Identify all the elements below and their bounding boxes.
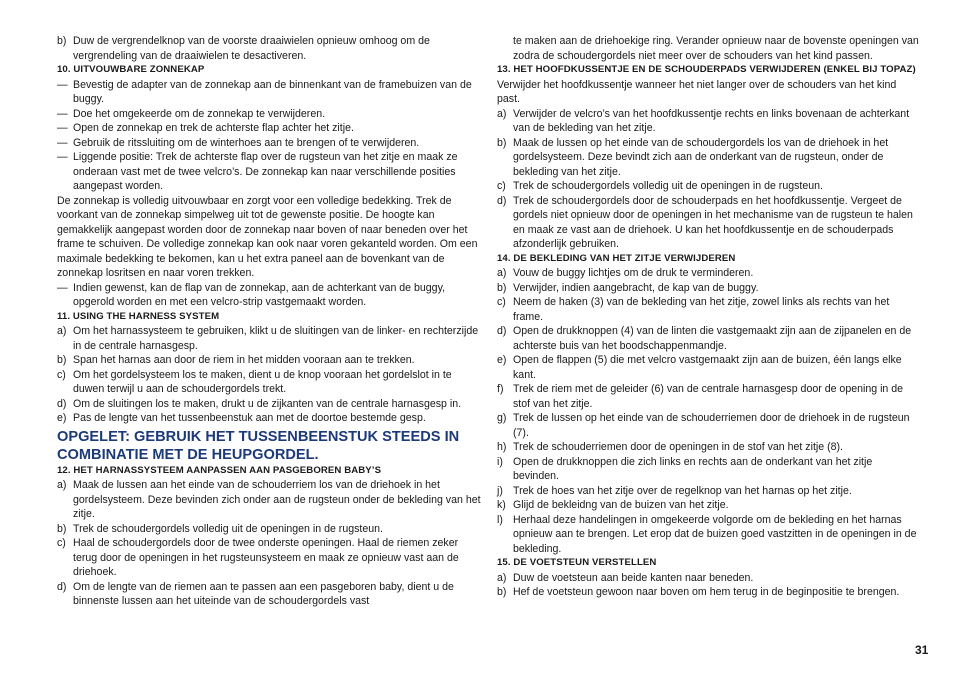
left-column	[57, 34, 481, 609]
list-item	[497, 440, 920, 455]
list-item	[497, 585, 920, 600]
list-marker: d)	[497, 325, 507, 337]
list-marker: —	[57, 78, 68, 91]
list-item-text: Span het harnas aan door de riem in het midden vooraan aan te trekken.	[73, 354, 415, 366]
list-item-text: Liggende positie: Trek de achterste flap over de rugsteun van het zitje en maak ze onderaan vast met de twee velcro’s. De zonnekap kan naar verschillende posities aangepast worden.	[73, 151, 458, 192]
list-marker: l)	[497, 513, 503, 526]
list-item-text: Hef de voetsteun gewoon naar boven om hem terug in de beginpositie te brengen.	[513, 586, 900, 598]
list-marker: b)	[497, 136, 507, 149]
list-item-text: Gebruik de ritssluiting om de winterhoes aan te brengen of te verwijderen.	[73, 136, 420, 149]
list-item	[497, 34, 920, 63]
list-marker: h)	[497, 441, 507, 453]
list-item-text: Verwijder de velcro’s van het hoofdkussentje rechts en links bovenaan de achterkant van de bekleding van het zitje.	[513, 107, 910, 134]
list-marker: c)	[497, 296, 506, 308]
list-marker: b)	[57, 354, 67, 366]
list-item	[57, 353, 481, 368]
list-item	[57, 478, 481, 522]
list-marker: a)	[57, 479, 67, 491]
list-item-text: Duw de vergrendelknop van de voorste draaiwielen opnieuw omhoog om de vergrendeling van de draaiwielen te desactiveren.	[73, 35, 430, 62]
list-marker: b)	[497, 586, 507, 598]
list-item	[57, 281, 481, 310]
list-item	[497, 513, 920, 557]
list-marker: a)	[497, 571, 507, 584]
page-number: 31	[915, 643, 929, 657]
list-item-text: Trek de schoudergordels door de schouderpads en het hoofdkussentje. Vergeet de gordels niet opnieuw door de openingen in het mechanisme van de rugsteun te halen en maak ze vast aan de driehoek. U kan het hoofdkussentje en de schouderpads afzonderlijk gebruiken.	[513, 194, 913, 250]
list-marker: b)	[497, 281, 507, 294]
list-item	[57, 34, 481, 63]
list-item	[497, 571, 920, 586]
list-item	[497, 107, 920, 136]
list-item-text: Open de flappen (5) die met velcro vastgemaakt zijn aan de buizen, één langs elke kant.	[513, 354, 902, 381]
list-item-text: Bevestig de adapter van de zonnekap aan de binnenkant van de framebuizen van de buggy.	[73, 78, 472, 105]
list-marker: b)	[57, 35, 67, 47]
list-item-text: Om de lengte van de riemen aan te passen aan een pasgeboren baby, dient u de binnenste lussen aan het uiteinde van de schoudergordels vast	[73, 580, 454, 607]
warning-heading: OPGELET: GEBRUIK HET TUSSENBEENSTUK STEEDS IN COMBINATIE MET DE HEUPGORDEL.	[57, 428, 460, 463]
list-marker: f)	[497, 383, 504, 395]
list-item	[57, 411, 481, 426]
list-marker: d)	[57, 397, 67, 410]
list-item-text: Om de sluitingen los te maken, drukt u de zijkanten van de centrale harnasgesp in.	[73, 397, 462, 410]
list-marker: e)	[57, 412, 67, 424]
list-item-text: Vouw de buggy lichtjes om de druk te verminderen.	[513, 267, 754, 279]
list-item	[497, 136, 920, 180]
list-marker: c)	[57, 537, 66, 549]
list-marker: g)	[497, 412, 507, 424]
list-item	[57, 580, 481, 609]
list-item	[497, 353, 920, 382]
list-marker: —	[57, 151, 68, 163]
list-item	[497, 498, 920, 513]
list-item-text: Trek de riem met de geleider (6) van de centrale harnasgesp door de opening in de stof van het zitje.	[513, 383, 904, 410]
list-item-text: te maken aan de driehoekige ring. Verander opnieuw naar de bovenste openingen van zodra de schoudergordels niet meer over de schouders van het kind passen.	[513, 35, 919, 62]
list-item-text: Open de zonnekap en trek de achterste flap achter het zitje.	[73, 122, 354, 134]
right-column	[497, 34, 920, 600]
list-item-text: Trek de lussen op het einde van de schouderriemen door de driehoek in de rugsteun (7).	[513, 412, 910, 439]
paragraph: De zonnekap is volledig uitvouwbaar en zorgt voor een volledige bedekking. Trek de voorkant van de zonnekap simpelweg uit tot de gewenste positie. De hoogte kan gemakkelijk aangepast worden door de zonnekap naar boven of naar beneden over het frame te schuiven. De volledige zonnekap kan ook naar voren gekanteld worden. Om een maximale bedekking te bekomen, kan u het extra paneel aan de bovenkant van de zonnekap losritsen en naar voren trekken.	[57, 194, 478, 279]
list-marker: a)	[57, 325, 67, 337]
list-item-text: Haal de schoudergordels door de twee onderste openingen. Haal de riemen zeker terug door de openingen in het rugsteunsysteem en maak ze opnieuw vast aan de driehoek.	[73, 537, 459, 578]
paragraph: Verwijder het hoofdkussentje wanneer het niet langer over de schouders van het kind past.	[497, 78, 897, 105]
list-item	[57, 522, 481, 537]
list-item-text: Trek de hoes van het zitje over de regelknop van het harnas op het zitje.	[513, 484, 852, 497]
list-item-text: Doe het omgekeerde om de zonnekap te verwijderen.	[73, 107, 326, 120]
list-marker: c)	[497, 180, 506, 192]
list-marker: —	[57, 281, 68, 294]
list-item	[57, 368, 481, 397]
list-marker: e)	[497, 354, 507, 366]
list-marker: a)	[497, 107, 507, 120]
section-heading: 11. USING THE HARNESS SYSTEM	[57, 310, 220, 322]
list-item	[497, 266, 920, 281]
list-marker: i)	[497, 455, 503, 468]
list-item-text: Om het gordelsysteem los te maken, dient u de knop vooraan het gordelslot in te duwen terwijl u aan de schoudergordels trekt.	[73, 368, 452, 395]
list-item-text: Om het harnassysteem te gebruiken, klikt u de sluitingen van de linker- en rechterzijde in de centrale harnasgesp.	[73, 325, 479, 352]
list-item	[497, 295, 920, 324]
list-item	[497, 281, 920, 296]
list-item	[57, 536, 481, 580]
list-item	[57, 136, 481, 151]
list-marker: —	[57, 107, 68, 120]
list-item	[497, 411, 920, 440]
list-item-text: Duw de voetsteun aan beide kanten naar beneden.	[513, 571, 754, 584]
list-item-text: Pas de lengte van het tussenbeenstuk aan met de doortoe bestemde gesp.	[73, 412, 426, 424]
list-item	[57, 150, 481, 194]
list-item	[57, 397, 481, 412]
section-heading: 13. HET HOOFDKUSSENTJE EN DE SCHOUDERPADS VERWIJDEREN (ENKEL BIJ TOPAZ)	[497, 64, 916, 75]
list-item	[497, 382, 920, 411]
section-heading: 14. DE BEKLEDING VAN HET ZITJE VERWIJDEREN	[497, 252, 736, 264]
list-marker: b)	[57, 522, 67, 535]
list-item-text: Trek de schoudergordels volledig uit de openingen in de rugsteun.	[513, 180, 823, 192]
list-item-text: Indien gewenst, kan de flap van de zonnekap, aan de achterkant van de buggy, opgerold worden en met een velcro-strip vastgemaakt worden.	[73, 281, 446, 308]
list-item	[57, 107, 481, 122]
list-marker: j)	[497, 484, 503, 497]
list-marker: k)	[497, 499, 506, 511]
list-marker: d)	[497, 194, 507, 207]
list-item-text: Trek de schouderriemen door de openingen in de stof van het zitje (8).	[513, 441, 843, 453]
list-item	[497, 194, 920, 252]
list-item-text: Maak de lussen aan het einde van de schouderriem los van de driehoek in het gordelsysteem. Deze bevinden zich onder aan de rugsteun onder de bekleding van het zitje.	[73, 479, 481, 520]
list-marker: —	[57, 122, 68, 134]
list-item-text: Trek de schoudergordels volledig uit de openingen in de rugsteun.	[73, 522, 383, 535]
list-item-text: Herhaal deze handelingen in omgekeerde volgorde om de bekleding en het harnas opnieuw aan te brengen. Let erop dat de buizen goed vastzitten in de openingen in de bekleding.	[513, 513, 917, 555]
list-item-text: Neem de haken (3) van de bekleding van het zitje, zowel links als rechts van het frame.	[513, 296, 890, 323]
list-marker: —	[57, 136, 68, 149]
list-item-text: Glijd de bekleidng van de buizen van het zitje.	[513, 499, 729, 511]
list-item	[57, 324, 481, 353]
list-item-text: Verwijder, indien aangebracht, de kap van de buggy.	[513, 281, 759, 294]
list-item	[497, 179, 920, 194]
section-heading: 10. UITVOUWBARE ZONNEKAP	[57, 64, 205, 75]
list-item	[497, 484, 920, 499]
list-marker: c)	[57, 368, 66, 381]
list-item-text: Open de drukknoppen die zich links en rechts aan de onderkant van het zitje bevinden.	[513, 455, 873, 482]
list-item	[497, 324, 920, 353]
section-heading: 15. DE VOETSTEUN VERSTELLEN	[497, 557, 657, 568]
list-item	[57, 121, 481, 136]
list-item	[497, 455, 920, 484]
list-marker: d)	[57, 580, 67, 593]
list-item-text: Maak de lussen op het einde van de schoudergordels los van de driehoek in het gordelsysteem. Deze bevindt zich aan de onderkant van de rugsteun, onder de bekleding van het zitje.	[513, 136, 889, 178]
list-item-text: Open de drukknoppen (4) van de linten die vastgemaakt zijn aan de zijpanelen en de achterste buis van het boodschappenmandje.	[513, 325, 912, 352]
list-marker: a)	[497, 267, 507, 279]
section-heading: 12. HET HARNASSYSTEEM AANPASSEN AAN PASGEBOREN BABY’S	[57, 464, 382, 476]
list-item	[57, 78, 481, 107]
